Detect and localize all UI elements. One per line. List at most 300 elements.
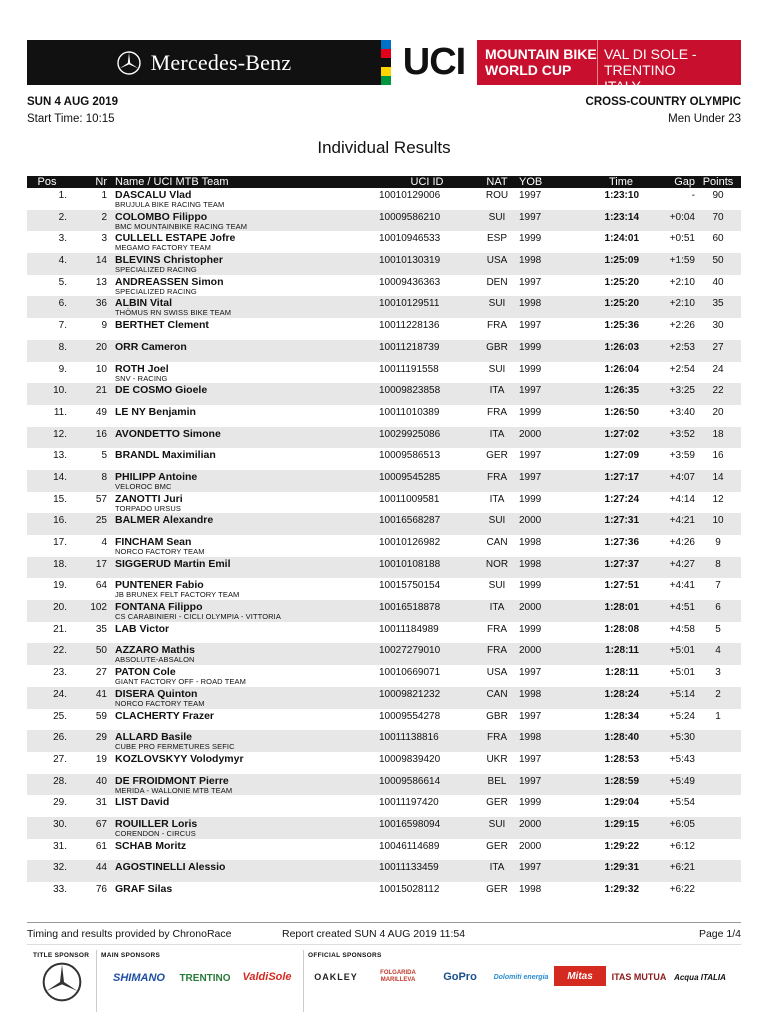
cell-gap: +6:21 [639,860,695,882]
cell-nat: CAN [486,537,508,548]
table-row [27,513,741,535]
cell-name [107,448,379,470]
rider-name: COLOMBO Filippo [115,210,208,223]
cell-gap: +4:21 [639,513,695,535]
rider-team: MERIDA - WALLONIE MTB TEAM [115,785,233,795]
rider-name: GRAF Silas [115,883,173,895]
rider-team: BMC MOUNTAINBIKE RACING TEAM [115,221,248,231]
cell-name [107,600,379,622]
cell-points: 30 [712,320,724,332]
cell-nr: 19 [95,753,107,765]
cell-name [107,340,379,362]
uci-rainbow-stripes [381,40,391,85]
gopro-logo: GoPro [443,971,477,983]
cell-gap: +0:04 [639,210,695,232]
cell-time: 1:27:02 [559,427,639,449]
cell-time: 1:26:03 [559,340,639,362]
cell-nat: FRA [475,643,519,665]
cell-gap: +1:59 [639,253,695,275]
rider-name: BLEVINS Christopher [115,254,223,267]
event-line-2: WORLD CUP [485,62,572,78]
cell-gap: +5:14 [639,687,695,709]
cell-nat: SUI [475,817,519,839]
cell-time: 1:25:20 [559,296,639,318]
cell-uci-id: 10011009581 [379,493,440,505]
cell-pos: 25. [53,710,67,722]
cell-gap: +3:52 [639,427,695,449]
cell-points: 1 [715,710,721,722]
cell-pos: 28. [27,774,67,796]
cell-name [107,188,379,210]
event-name [477,40,597,85]
cell-pos: 14. [27,470,67,492]
rider-name: CULLELL ESTAPE Jofre [115,232,236,245]
cell-gap: +2:26 [669,320,695,332]
cell-gap: +5:43 [669,753,695,765]
header-banner [27,40,741,94]
cell-uci-id: 10046114689 [379,840,440,852]
cell-points [695,839,741,861]
rider-name: AVONDETTO Simone [115,427,221,440]
cell-gap: +5:24 [669,710,695,722]
cell-points: 24 [712,363,724,375]
cell-nr: 102 [67,600,107,622]
table-row [27,860,741,882]
cell-pos: 3. [58,233,67,245]
cell-nr: 3 [101,233,107,245]
cell-pos: 33. [53,884,67,895]
cell-yob: 2000 [519,427,559,449]
col-pos: Pos [27,176,67,188]
cell-nat: ITA [475,427,519,449]
rider-name: ROTH Joel [115,362,169,375]
cell-points: 70 [695,210,741,232]
cell-uci-id: 10010108188 [379,557,475,579]
cell-gap: +5:01 [669,667,695,679]
cell-name [107,318,379,340]
cell-points: 6 [695,600,741,622]
cell-gap: - [691,190,695,201]
rider-team: NORCO FACTORY TEAM [115,698,205,708]
cell-name [107,578,379,600]
cell-nr: 5 [101,450,107,462]
cell-nr: 4 [101,537,107,548]
cell-nat: GER [486,450,508,462]
cell-name [107,296,379,318]
cell-nr: 59 [95,710,107,722]
table-row [27,882,741,904]
table-row [27,405,741,427]
cell-uci-id: 10011184989 [379,623,439,635]
table-row [27,470,741,492]
rider-name: SCHAB Moritz [115,839,187,852]
table-row [27,253,741,275]
cell-uci-id: 10011010389 [379,406,440,418]
cell-nat: BEL [475,774,519,796]
table-row [27,709,741,731]
cell-time: 1:25:09 [559,253,639,275]
table-row [27,383,741,405]
cell-nat: ESP [486,233,507,245]
cell-name [107,405,379,427]
cell-uci-id: 10009586210 [379,210,475,232]
cell-pos: 16. [27,513,67,535]
results-table [27,176,741,904]
cell-uci-id: 10010669071 [379,667,441,679]
cell-time: 1:29:15 [559,817,639,839]
cell-time: 1:27:36 [604,537,639,548]
cell-pos: 27. [53,753,67,765]
cell-pos: 32. [27,860,67,882]
rider-name: LIST David [115,796,170,809]
table-row [27,578,741,600]
rider-name: LE NY Benjamin [115,405,196,418]
cell-points: 9 [715,537,721,548]
report-created: Report created SUN 4 AUG 2019 11:54 [282,928,466,940]
cell-nat: ITA [489,493,505,505]
footer-rule [27,922,741,923]
cell-time: 1:26:04 [604,363,639,375]
cell-pos: 18. [27,557,67,579]
cell-yob: 1998 [519,884,542,895]
col-nr: Nr [67,176,107,188]
cell-nr: 16 [67,427,107,449]
cell-uci-id: 10016518878 [379,600,475,622]
cell-name [107,535,379,557]
cell-time: 1:29:31 [559,860,639,882]
cell-nr: 35 [95,623,107,635]
cell-name [107,557,379,579]
cell-yob: 1999 [519,623,542,635]
cell-points: 8 [695,557,741,579]
table-row [27,231,741,253]
cell-gap: +6:12 [669,840,695,852]
cell-nat: SUI [488,363,506,375]
cell-pos: 4. [27,253,67,275]
rider-team: THÖMUS RN SWISS BIKE TEAM [115,308,232,318]
rider-name: CLACHERTY Frazer [115,709,214,722]
rider-name: PHILIPP Antoine [115,470,198,483]
col-gap: Gap [639,176,695,188]
rider-name: BRANDL Maximilian [115,449,216,462]
event-venue [597,40,741,94]
cell-points: 90 [712,190,724,201]
cell-gap: +6:05 [639,817,695,839]
rider-name: DISERA Quinton [115,687,198,700]
cell-nat: FRA [487,320,507,332]
venue-line-2: ITALY [604,78,641,94]
cell-uci-id: 10010130319 [379,253,475,275]
cell-nr: 76 [95,884,107,895]
rider-name: PUNTENER Fabio [115,579,204,592]
cell-pos: 19. [53,580,67,592]
cell-nat: FRA [487,623,507,635]
cell-uci-id: 10009554278 [379,710,441,722]
cell-pos: 10. [27,383,67,405]
cell-gap: +5:30 [639,730,695,752]
cell-uci-id: 10011133459 [379,860,475,882]
sponsor-divider [303,950,304,1012]
itas-logo: ITAS MUTUA [611,972,667,982]
table-row [27,687,741,709]
rider-team: CUBE PRO FERMETURES SEFIC [115,742,235,752]
rider-team: SPECIALIZED RACING [115,265,197,275]
cell-nr: 50 [67,643,107,665]
rider-team: SPECIALIZED RACING [115,286,197,296]
cell-nr: 67 [67,817,107,839]
cell-uci-id: 10009839420 [379,753,441,765]
rider-name: ORR Cameron [115,340,187,353]
cell-time: 1:23:10 [604,190,639,201]
mercedes-star-icon [42,962,82,1002]
cell-yob: 1997 [519,753,542,765]
stripe-red [381,49,391,58]
cell-uci-id: 10010129006 [379,190,441,201]
cell-nat: FRA [475,470,519,492]
cell-name [107,730,379,752]
cell-name [107,275,379,297]
cell-nr: 9 [101,320,107,332]
cell-yob: 1997 [519,190,542,201]
cell-points [695,752,741,774]
cell-gap: +2:10 [639,296,695,318]
rider-name: ALLARD Basile [115,731,193,744]
cell-yob: 1998 [519,296,559,318]
rider-name: DE COSMO Gioele [115,384,208,397]
cell-points [695,882,741,904]
rider-name: ROUILLER Loris [115,817,198,830]
rider-team: MEGAMO FACTORY TEAM [115,243,211,253]
cell-name [107,860,379,882]
cell-uci-id: 10016598094 [379,817,475,839]
cell-points: 60 [712,233,724,245]
cell-uci-id: 10015750154 [379,580,441,592]
table-row [27,557,741,579]
cell-nat: SUI [475,210,519,232]
cell-name [107,427,379,449]
mercedes-logo [27,40,381,85]
cell-yob: 1999 [519,233,542,245]
cell-time: 1:25:20 [604,276,639,288]
cell-uci-id: 10011228136 [379,320,440,332]
cell-points: 50 [695,253,741,275]
cell-name [107,774,379,796]
rider-name: DASCALU Vlad [115,189,192,201]
rider-team: SNV - RACING [115,373,168,383]
cell-name [107,362,379,384]
cell-uci-id: 10010946533 [379,233,441,245]
cell-pos: 9. [58,363,67,375]
cell-time: 1:29:22 [604,840,639,852]
cell-time: 1:27:17 [559,470,639,492]
cell-gap: +4:51 [639,600,695,622]
cell-nr: 61 [95,840,107,852]
table-row [27,730,741,752]
discipline: CROSS-COUNTRY OLYMPIC [585,96,741,108]
cell-name [107,231,379,253]
acqua-italia-logo: Acqua ITALIA [674,972,726,982]
rider-name: BALMER Alexandre [115,514,214,527]
valdisole-logo: ValdiSole [242,971,292,983]
cell-nat: USA [475,253,519,275]
cell-name [107,795,379,817]
cell-uci-id: 10009586614 [379,774,475,796]
table-row [27,665,741,687]
rider-name: SIGGERUD Martin Emil [115,557,231,570]
cell-points: 16 [712,450,724,462]
cell-points: 4 [695,643,741,665]
rider-name: FONTANA Filippo [115,601,203,614]
rider-name: BERTHET Clement [115,319,209,332]
cell-points: 20 [712,406,724,418]
cell-nr: 64 [95,580,107,592]
rider-name: KOZLOVSKYY Volodymyr [115,752,244,765]
cell-yob: 1997 [519,860,559,882]
table-row [27,210,741,232]
title-sponsor-label: TITLE SPONSOR [33,952,90,959]
oakley-logo: OAKLEY [314,972,358,982]
cell-time: 1:28:24 [559,687,639,709]
col-points: Points [695,176,741,188]
cell-points: 27 [695,340,741,362]
shimano-logo: SHIMANO [113,972,165,984]
cell-name [107,709,379,731]
cell-time: 1:27:09 [604,450,639,462]
cell-name [107,492,379,514]
table-row [27,296,741,318]
cell-points: 18 [695,427,741,449]
cell-time: 1:29:04 [604,797,639,809]
cell-time: 1:27:37 [559,557,639,579]
cell-nr: 25 [67,513,107,535]
rider-name: AGOSTINELLI Alessio [115,861,226,874]
category: Men Under 23 [668,113,741,125]
rider-name: AZZARO Mathis [115,644,195,657]
rider-name: PATON Cole [115,666,176,679]
cell-gap: +3:59 [669,450,695,462]
cell-yob: 1997 [519,276,542,288]
results-body [27,188,741,904]
cell-yob: 1998 [519,730,559,752]
rider-team: CORENDON - CIRCUS [115,828,196,838]
table-row [27,188,741,210]
cell-nr: 2 [67,210,107,232]
stripe-black [381,58,391,67]
table-row [27,318,741,340]
cell-name [107,687,379,709]
mitas-logo: Mitas [554,966,606,986]
sponsor-divider [96,950,97,1012]
cell-points [695,817,741,839]
cell-gap: +5:54 [669,797,695,809]
mercedes-wordmark: Mercedes-Benz [150,49,292,75]
cell-time: 1:28:11 [559,643,639,665]
cell-yob: 1999 [519,363,542,375]
cell-time: 1:28:53 [604,753,639,765]
cell-pos: 6. [27,296,67,318]
col-yob: YOB [519,176,559,188]
cell-yob: 2000 [519,840,542,852]
cell-uci-id: 10027279010 [379,643,475,665]
cell-gap: +4:07 [639,470,695,492]
cell-pos: 21. [53,623,67,635]
rider-name: LAB Victor [115,622,170,635]
timing-credit: Timing and results provided by ChronoRace [27,928,232,940]
rider-team: ABSOLUTE-ABSALON [115,655,195,665]
cell-points [695,795,741,817]
cell-nr: 20 [67,340,107,362]
rider-name: ALBIN Vital [115,297,172,310]
cell-uci-id: 10016568287 [379,513,475,535]
cell-yob: 1998 [519,557,559,579]
cell-gap: +3:25 [639,383,695,405]
cell-nr: 41 [67,687,107,709]
cell-name [107,470,379,492]
cell-name [107,882,379,904]
cell-uci-id: 10011191558 [379,363,439,375]
cell-gap: +2:54 [669,363,695,375]
cell-name [107,752,379,774]
col-name: Name / UCI MTB Team [107,176,379,188]
cell-yob: 1998 [519,253,559,275]
cell-yob: 2000 [519,600,559,622]
cell-time: 1:28:11 [605,667,639,679]
cell-nr: 1 [101,190,107,201]
cell-nr: 31 [95,797,107,809]
col-uci-id: UCI ID [379,176,475,188]
cell-name [107,210,379,232]
cell-yob: 1997 [519,320,542,332]
cell-pos: 8. [27,340,67,362]
cell-pos: 7. [58,320,67,332]
cell-pos: 12. [27,427,67,449]
cell-nr: 40 [67,774,107,796]
cell-points: 3 [715,667,721,679]
stripe-yellow [381,67,391,76]
cell-nat: FRA [475,730,519,752]
cell-yob: 1999 [519,493,542,505]
rider-name: ANDREASSEN Simon [115,275,224,288]
table-row [27,340,741,362]
dolomiti-energia-logo: Dolomiti energia [493,973,549,981]
cell-points: 22 [695,383,741,405]
cell-yob: 1997 [519,774,559,796]
stripe-green [381,76,391,85]
cell-time: 1:28:34 [604,710,639,722]
cell-gap: +4:58 [669,623,695,635]
cell-nat: GER [486,884,508,895]
rider-name: ZANOTTI Juri [115,492,183,505]
cell-time: 1:25:36 [604,320,639,332]
cell-gap: +5:01 [639,643,695,665]
cell-time: 1:28:01 [559,600,639,622]
table-row [27,600,741,622]
cell-nat: GBR [486,710,508,722]
cell-time: 1:27:51 [604,580,639,592]
cell-time: 1:26:50 [604,406,639,418]
trentino-logo: TRENTINO [179,972,231,984]
race-date: SUN 4 AUG 2019 [27,96,118,108]
cell-uci-id: 10011138816 [379,730,475,752]
cell-points [695,730,741,752]
col-nat: NAT [475,176,519,188]
cell-points [695,860,741,882]
cell-nat: ITA [475,383,519,405]
main-sponsors-label: MAIN SPONSORS [101,952,161,959]
folgarida-logo: FOLGARIDA MARILLEVA [380,970,416,983]
cell-name [107,383,379,405]
table-row [27,448,741,470]
